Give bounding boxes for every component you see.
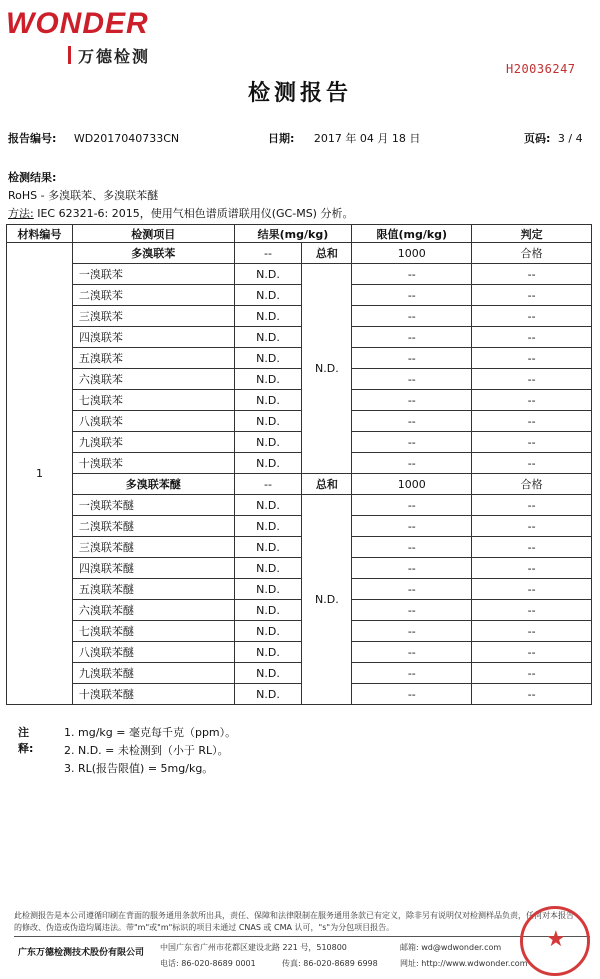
item-judgement-cell: -- [472, 348, 592, 369]
item-limit-cell: -- [352, 411, 472, 432]
item-judgement-cell: -- [472, 432, 592, 453]
test-item-cell: 三溴联苯 [72, 306, 234, 327]
item-limit-cell: -- [352, 306, 472, 327]
company-tel: 电话: 86-020-8689 0001 [160, 959, 256, 968]
page-title: 检测报告 [247, 81, 352, 106]
item-judgement-cell: -- [472, 390, 592, 411]
results-heading: 检测结果: [8, 171, 57, 184]
method-label: 方法: [8, 207, 34, 220]
note-2: 2. N.D. = 未检测到（小于 RL）。 [64, 744, 229, 757]
report-number-value: WD2017040733CN [73, 132, 180, 145]
test-item-cell: 九溴联苯 [72, 432, 234, 453]
test-item-cell: 六溴联苯 [72, 369, 234, 390]
company-fax: 传真: 86-020-8689 6998 [282, 959, 378, 968]
logo-chinese-name: 万德检测 [78, 47, 151, 66]
item-result-cell: N.D. [234, 579, 302, 600]
table-row [7, 684, 592, 705]
logo-wordmark: WONDER [6, 7, 149, 40]
company-email: 邮箱: wd@wdwonder.com [400, 943, 502, 952]
item-judgement-cell: -- [472, 621, 592, 642]
group-name-cell: 多溴联苯 [72, 243, 234, 264]
test-item-cell: 四溴联苯醚 [72, 558, 234, 579]
item-judgement-cell: -- [472, 453, 592, 474]
method-text: IEC 62321-6: 2015，使用气相色谱质谱联用仪(GC-MS) 分析。 [33, 207, 354, 220]
test-item-cell: 六溴联苯醚 [72, 600, 234, 621]
item-result-cell: N.D. [234, 390, 302, 411]
item-result-cell: N.D. [234, 453, 302, 474]
group-limit-cell: 1000 [352, 243, 472, 264]
method-line [8, 205, 353, 221]
item-limit-cell: -- [352, 558, 472, 579]
table-row [7, 621, 592, 642]
test-item-cell: 七溴联苯 [72, 390, 234, 411]
item-result-cell: N.D. [234, 327, 302, 348]
test-item-cell: 八溴联苯醚 [72, 642, 234, 663]
item-result-cell: N.D. [234, 495, 302, 516]
report-number-label: 报告编号: [8, 132, 57, 145]
table-row [7, 264, 592, 285]
item-result-cell: N.D. [234, 369, 302, 390]
item-result-cell: N.D. [234, 516, 302, 537]
table-row [7, 390, 592, 411]
group-judgement-cell: 合格 [472, 474, 592, 495]
test-item-cell: 五溴联苯 [72, 348, 234, 369]
table-row [7, 495, 592, 516]
item-limit-cell: -- [352, 516, 472, 537]
table-row [7, 516, 592, 537]
item-judgement-cell: -- [472, 558, 592, 579]
table-group-row [7, 474, 592, 495]
page-label: 页码: [524, 132, 551, 145]
test-item-cell: 五溴联苯醚 [72, 579, 234, 600]
item-judgement-cell: -- [472, 495, 592, 516]
item-judgement-cell: -- [472, 516, 592, 537]
group-result-cell: -- [234, 474, 302, 495]
group-limit-cell: 1000 [352, 474, 472, 495]
item-limit-cell: -- [352, 453, 472, 474]
seal-star-icon: ★ [546, 927, 566, 952]
item-judgement-cell: -- [472, 600, 592, 621]
table-row [7, 285, 592, 306]
header-limit: 限值(mg/kg) [352, 225, 472, 243]
logo-divider [68, 46, 71, 64]
item-limit-cell: -- [352, 642, 472, 663]
company-seal-stamp [520, 906, 590, 976]
test-item-cell: 二溴联苯 [72, 285, 234, 306]
header-material-no: 材料编号 [7, 225, 73, 243]
item-limit-cell: -- [352, 663, 472, 684]
table-row [7, 432, 592, 453]
table-row [7, 579, 592, 600]
merged-result-cell: N.D. [302, 495, 352, 705]
report-number [8, 130, 179, 146]
test-item-cell: 一溴联苯 [72, 264, 234, 285]
test-item-cell: 一溴联苯醚 [72, 495, 234, 516]
group-name-cell: 多溴联苯醚 [72, 474, 234, 495]
table-header-row [7, 225, 592, 243]
company-address: 中国广东省广州市花都区建设北路 221 号，510800 [160, 943, 347, 952]
item-judgement-cell: -- [472, 663, 592, 684]
item-limit-cell: -- [352, 369, 472, 390]
item-judgement-cell: -- [472, 411, 592, 432]
item-result-cell: N.D. [234, 642, 302, 663]
item-result-cell: N.D. [234, 348, 302, 369]
table-row [7, 348, 592, 369]
disclaimer-text: 此检测报告是本公司遵循印刷在背面的服务通用条款所出具，责任、保障和法律限制在服务通用条款已有定义，除非另有说明仅对检测样品负责，任何对本报告的修改、伪造或伪造均属违法。带"m"或"m"标识的项目未通过 CNAS 或 CMA 认可，"s"为分包项目报告。 [14, 911, 574, 932]
company-name: 广东万德检测技术股份有限公司 [18, 948, 145, 958]
company-website: 网址: http://www.wdwonder.com [400, 959, 528, 968]
item-result-cell: N.D. [234, 558, 302, 579]
item-judgement-cell: -- [472, 642, 592, 663]
test-item-cell: 十溴联苯 [72, 453, 234, 474]
item-limit-cell: -- [352, 621, 472, 642]
table-row [7, 558, 592, 579]
scope-line: RoHS - 多溴联苯、多溴联苯醚 [8, 189, 159, 202]
header-judgement: 判定 [472, 225, 592, 243]
item-limit-cell: -- [352, 495, 472, 516]
page-value: 3 / 4 [557, 132, 583, 145]
test-item-cell: 四溴联苯 [72, 327, 234, 348]
company-logo [6, 8, 186, 66]
serial-number: H20036247 [506, 62, 576, 76]
note-3: 3. RL(报告限值) = 5mg/kg。 [64, 762, 214, 775]
header-result: 结果(mg/kg) [234, 225, 352, 243]
date-label: 日期: [268, 132, 295, 145]
item-judgement-cell: -- [472, 369, 592, 390]
sum-label-cell: 总和 [302, 243, 352, 264]
item-limit-cell: -- [352, 579, 472, 600]
item-limit-cell: -- [352, 348, 472, 369]
table-row [7, 663, 592, 684]
table-row [7, 600, 592, 621]
merged-result-cell: N.D. [302, 264, 352, 474]
test-item-cell: 九溴联苯醚 [72, 663, 234, 684]
footer-divider [14, 936, 590, 937]
sum-label-cell: 总和 [302, 474, 352, 495]
item-limit-cell: -- [352, 390, 472, 411]
item-result-cell: N.D. [234, 285, 302, 306]
table-row [7, 327, 592, 348]
item-result-cell: N.D. [234, 600, 302, 621]
item-judgement-cell: -- [472, 285, 592, 306]
table-row [7, 537, 592, 558]
table-row [7, 453, 592, 474]
test-item-cell: 三溴联苯醚 [72, 537, 234, 558]
date-value: 2017 年 04 月 18 日 [313, 132, 421, 145]
group-result-cell: -- [234, 243, 302, 264]
table-row [7, 642, 592, 663]
test-item-cell: 七溴联苯醚 [72, 621, 234, 642]
item-judgement-cell: -- [472, 306, 592, 327]
item-judgement-cell: -- [472, 264, 592, 285]
test-item-cell: 十溴联苯醚 [72, 684, 234, 705]
item-judgement-cell: -- [472, 579, 592, 600]
page-number [524, 130, 583, 146]
table-group-row [7, 243, 592, 264]
item-limit-cell: -- [352, 285, 472, 306]
item-result-cell: N.D. [234, 264, 302, 285]
item-limit-cell: -- [352, 600, 472, 621]
test-item-cell: 二溴联苯醚 [72, 516, 234, 537]
item-limit-cell: -- [352, 537, 472, 558]
header-test-item: 检测项目 [72, 225, 234, 243]
report-date [268, 130, 420, 146]
item-limit-cell: -- [352, 432, 472, 453]
table-row [7, 306, 592, 327]
item-judgement-cell: -- [472, 684, 592, 705]
item-result-cell: N.D. [234, 621, 302, 642]
item-result-cell: N.D. [234, 411, 302, 432]
item-result-cell: N.D. [234, 306, 302, 327]
item-limit-cell: -- [352, 684, 472, 705]
test-item-cell: 八溴联苯 [72, 411, 234, 432]
table-row [7, 369, 592, 390]
item-result-cell: N.D. [234, 537, 302, 558]
item-result-cell: N.D. [234, 663, 302, 684]
item-judgement-cell: -- [472, 537, 592, 558]
item-limit-cell: -- [352, 264, 472, 285]
item-limit-cell: -- [352, 327, 472, 348]
group-judgement-cell: 合格 [472, 243, 592, 264]
notes-label: 注释: [18, 726, 34, 755]
item-judgement-cell: -- [472, 327, 592, 348]
material-number-cell: 1 [7, 243, 73, 705]
table-row [7, 411, 592, 432]
item-result-cell: N.D. [234, 432, 302, 453]
note-1: 1. mg/kg = 毫克每千克（ppm）。 [64, 726, 237, 739]
item-result-cell: N.D. [234, 684, 302, 705]
results-table [6, 224, 592, 705]
